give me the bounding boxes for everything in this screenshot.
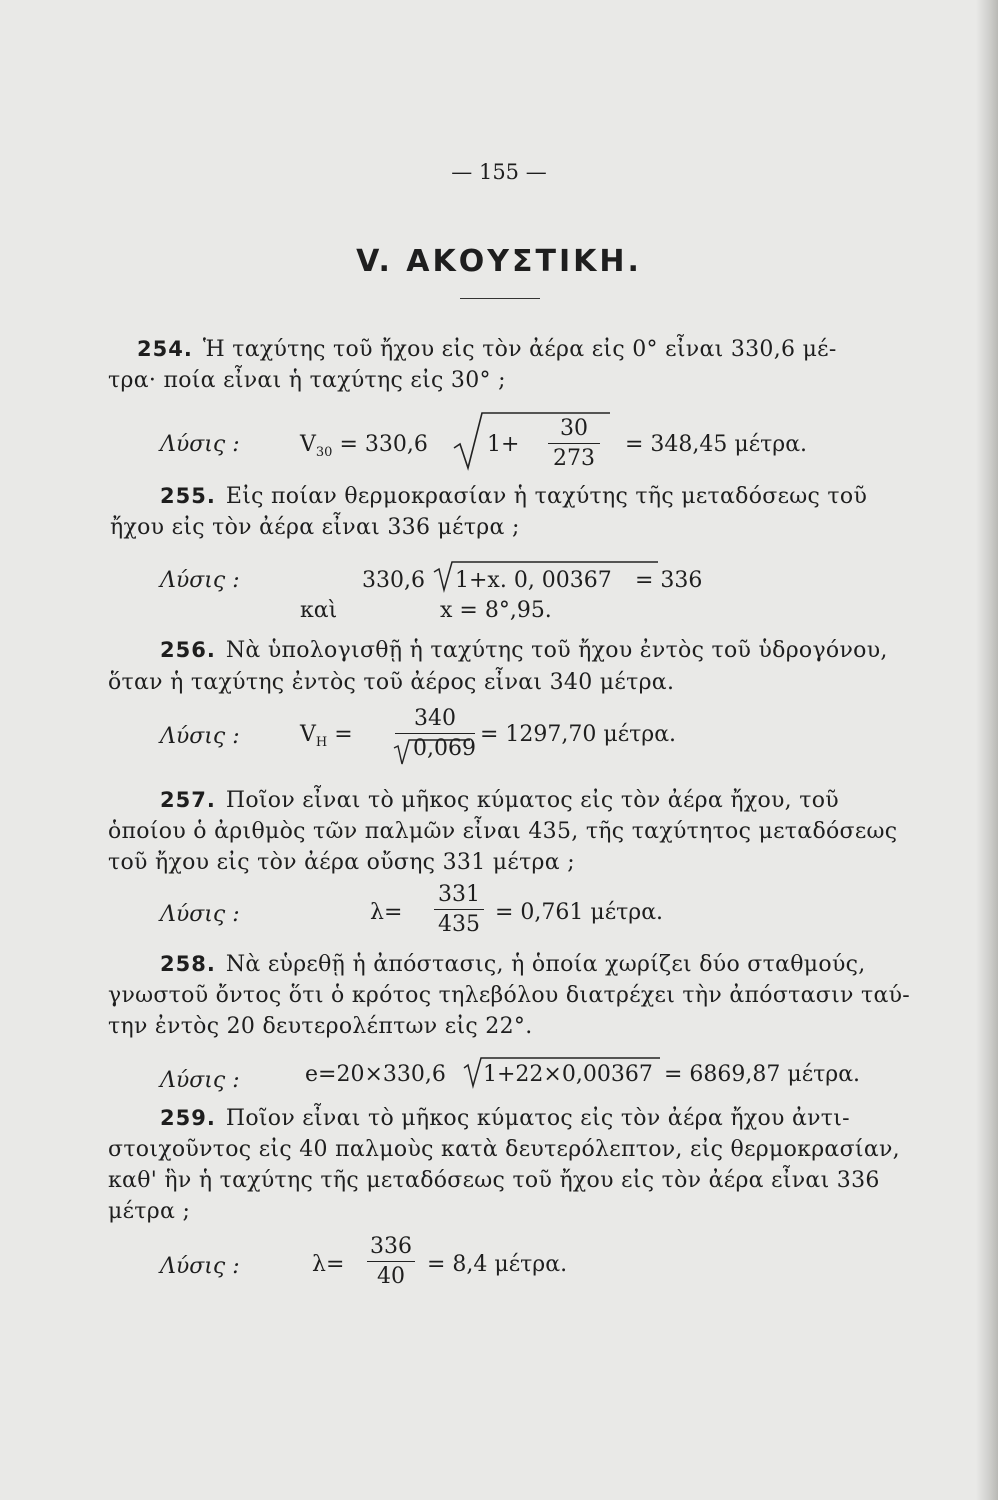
equation-255-result: = 336 xyxy=(635,568,703,593)
solution-label: Λύσις : xyxy=(160,724,240,749)
problem-255-line2: ἤχου εἰς τὸν ἀέρα εἶναι 336 μέτρα ; xyxy=(110,515,520,540)
solution-label: Λύσις : xyxy=(160,1068,240,1093)
solution-label: Λύσις : xyxy=(160,902,240,927)
problem-257-line2: ὁποίου ὁ ἀριθμὸς τῶν παλμῶν εἶναι 435, τῆς ταχύτητος μεταδόσεως xyxy=(108,819,898,844)
equation-255-kai: καὶ xyxy=(300,598,338,623)
equation-254-one: 1+ xyxy=(487,432,520,457)
problem-256-line2: ὅταν ἡ ταχύτης ἐντὸς τοῦ ἀέρος εἶναι 340 μέτρα. xyxy=(108,670,675,695)
fraction-331-435: 331 435 xyxy=(434,882,484,937)
problem-258-line1: 258. Νὰ εὑρεθῇ ἡ ἀπόστασις, ἡ ὁποία χωρίζει δύο σταθμούς, xyxy=(160,952,866,977)
equation-257-left: λ= xyxy=(370,900,403,925)
fraction-30-273: 30 273 xyxy=(548,416,600,471)
equation-258-result: = 6869,87 μέτρα. xyxy=(664,1062,861,1087)
equation-255-x: x = 8°,95. xyxy=(440,598,552,623)
problem-257-line1: 257. Ποῖον εἶναι τὸ μῆκος κύματος εἰς τὸν ἀέρα ἤχου, τοῦ xyxy=(160,788,839,813)
problem-259-line2: στοιχοῦντος εἰς 40 παλμοὺς κατὰ δευτερόλεπτον, εἰς θερμοκρασίαν, xyxy=(108,1137,900,1162)
equation-258-left: e=20×330,6 xyxy=(305,1062,446,1087)
sqrt-sign-icon xyxy=(392,738,472,768)
solution-label: Λύσις : xyxy=(160,1254,240,1279)
chapter-title: V. ΑΚΟΥΣΤΙΚΗ. xyxy=(356,244,642,279)
title-rule xyxy=(460,298,540,299)
problem-number: 254. xyxy=(137,337,193,361)
equation-256-result: = 1297,70 μέτρα. xyxy=(480,722,677,747)
solution-label: Λύσις : xyxy=(160,432,240,457)
page-number: — 155 — xyxy=(451,160,547,184)
fraction-340-sqrt: 340 0,069 xyxy=(395,706,475,761)
equation-259-left: λ= xyxy=(312,1252,345,1277)
fraction-336-40: 336 40 xyxy=(367,1234,415,1289)
problem-254-line1: 254. Ἡ ταχύτης τοῦ ἤχου εἰς τὸν ἀέρα εἰς 0° εἶναι 330,6 μέ- xyxy=(137,337,837,362)
equation-255-radicand: 1+x. 0, 00367 xyxy=(455,568,612,593)
problem-258-line3: την ἐντὸς 20 δευτερολέπτων εἰς 22°. xyxy=(108,1014,533,1039)
problem-259-line3: καθ' ἣν ἡ ταχύτης τῆς μεταδόσεως τοῦ ἤχου εἰς τὸν ἀέρα εἶναι 336 xyxy=(108,1168,880,1193)
equation-258-radicand: 1+22×0,00367 xyxy=(483,1062,653,1087)
problem-257-line3: τοῦ ἤχου εἰς τὸν ἀέρα οὔσης 331 μέτρα ; xyxy=(108,850,575,875)
equation-257-result: = 0,761 μέτρα. xyxy=(495,900,664,925)
problem-258-line2: γνωστοῦ ὄντος ὅτι ὁ κρότος τηλεβόλου διατρέχει τὴν ἀπόστασιν ταύ- xyxy=(108,983,911,1008)
problem-259-line4: μέτρα ; xyxy=(108,1199,191,1224)
equation-254-left: $V_{30} = 330,6$ xyxy=(300,432,428,460)
problem-259-line1: 259. Ποῖον εἶναι τὸ μῆκος κύματος εἰς τὸν ἀέρα ἤχου ἀντι- xyxy=(160,1106,850,1131)
solution-label: Λύσις : xyxy=(160,568,240,593)
equation-255-a: 330,6 xyxy=(362,568,425,593)
equation-256-left: $V_H$ = xyxy=(300,722,353,750)
equation-259-result: = 8,4 μέτρα. xyxy=(427,1252,568,1277)
problem-254-line2: τρα· ποία εἶναι ἡ ταχύτης εἰς 30° ; xyxy=(108,368,506,393)
equation-254-result: = 348,45 μέτρα. xyxy=(625,432,808,457)
problem-255-line1: 255. Εἰς ποίαν θερμοκρασίαν ἡ ταχύτης τῆς μεταδόσεως τοῦ xyxy=(160,484,868,509)
problem-256-line1: 256. Νὰ ὑπολογισθῇ ἡ ταχύτης τοῦ ἤχου ἐντὸς τοῦ ὑδρογόνου, xyxy=(160,638,888,663)
